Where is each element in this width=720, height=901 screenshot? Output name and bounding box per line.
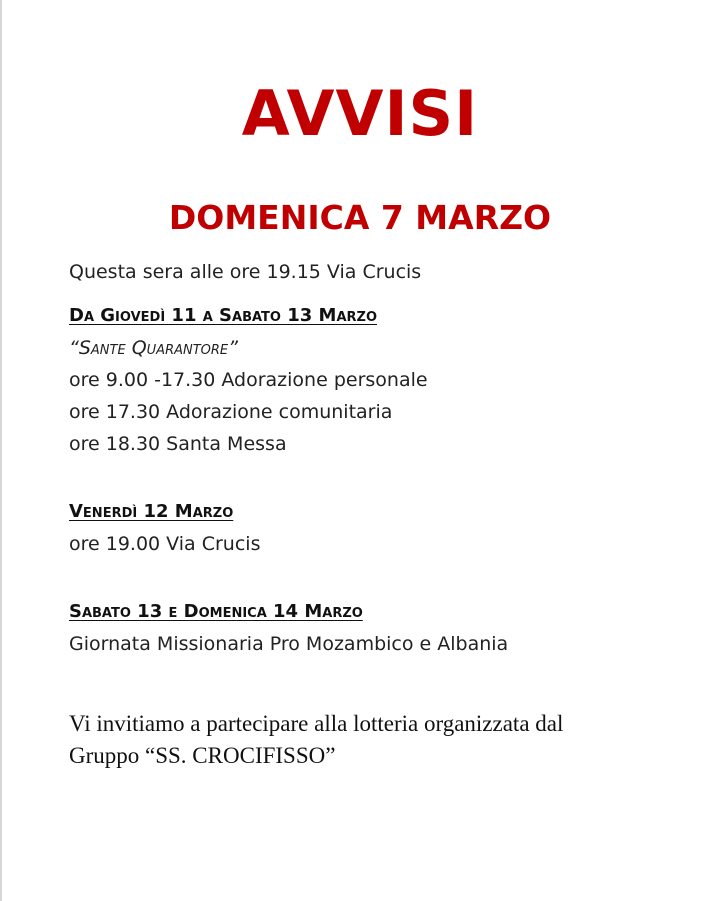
page-title: AVVISI [241, 77, 479, 150]
section-giornata-missionaria [69, 596, 699, 660]
section-quarantore [69, 300, 699, 460]
schedule-line: ore 18.30 Santa Messa [69, 433, 287, 455]
section-heading: Venerdì 12 Marzo [69, 501, 234, 522]
closing-line: Vi invitiamo a partecipare alla lotteria organizzata dal [69, 711, 564, 736]
date-heading: DOMENICA 7 MARZO [168, 198, 552, 237]
schedule-line: Giornata Missionaria Pro Mozambico e Albania [69, 633, 509, 655]
announcements-content [69, 256, 699, 660]
closing-line: Gruppo “SS. CROCIFISSO” [69, 743, 336, 768]
section-heading: Da Giovedì 11 a Sabato 13 Marzo [69, 305, 378, 326]
section-subtitle: “Sante Quarantore” [69, 337, 238, 359]
intro-line: Questa sera alle ore 19.15 Via Crucis [69, 261, 422, 283]
section-heading: Sabato 13 e Domenica 14 Marzo [69, 601, 363, 622]
schedule-line: ore 19.00 Via Crucis [69, 533, 261, 555]
section-venerdi [69, 496, 699, 560]
schedule-line: ore 17.30 Adorazione comunitaria [69, 401, 393, 423]
closing-invitation [69, 708, 699, 772]
schedule-line: ore 9.00 -17.30 Adorazione personale [69, 369, 428, 391]
